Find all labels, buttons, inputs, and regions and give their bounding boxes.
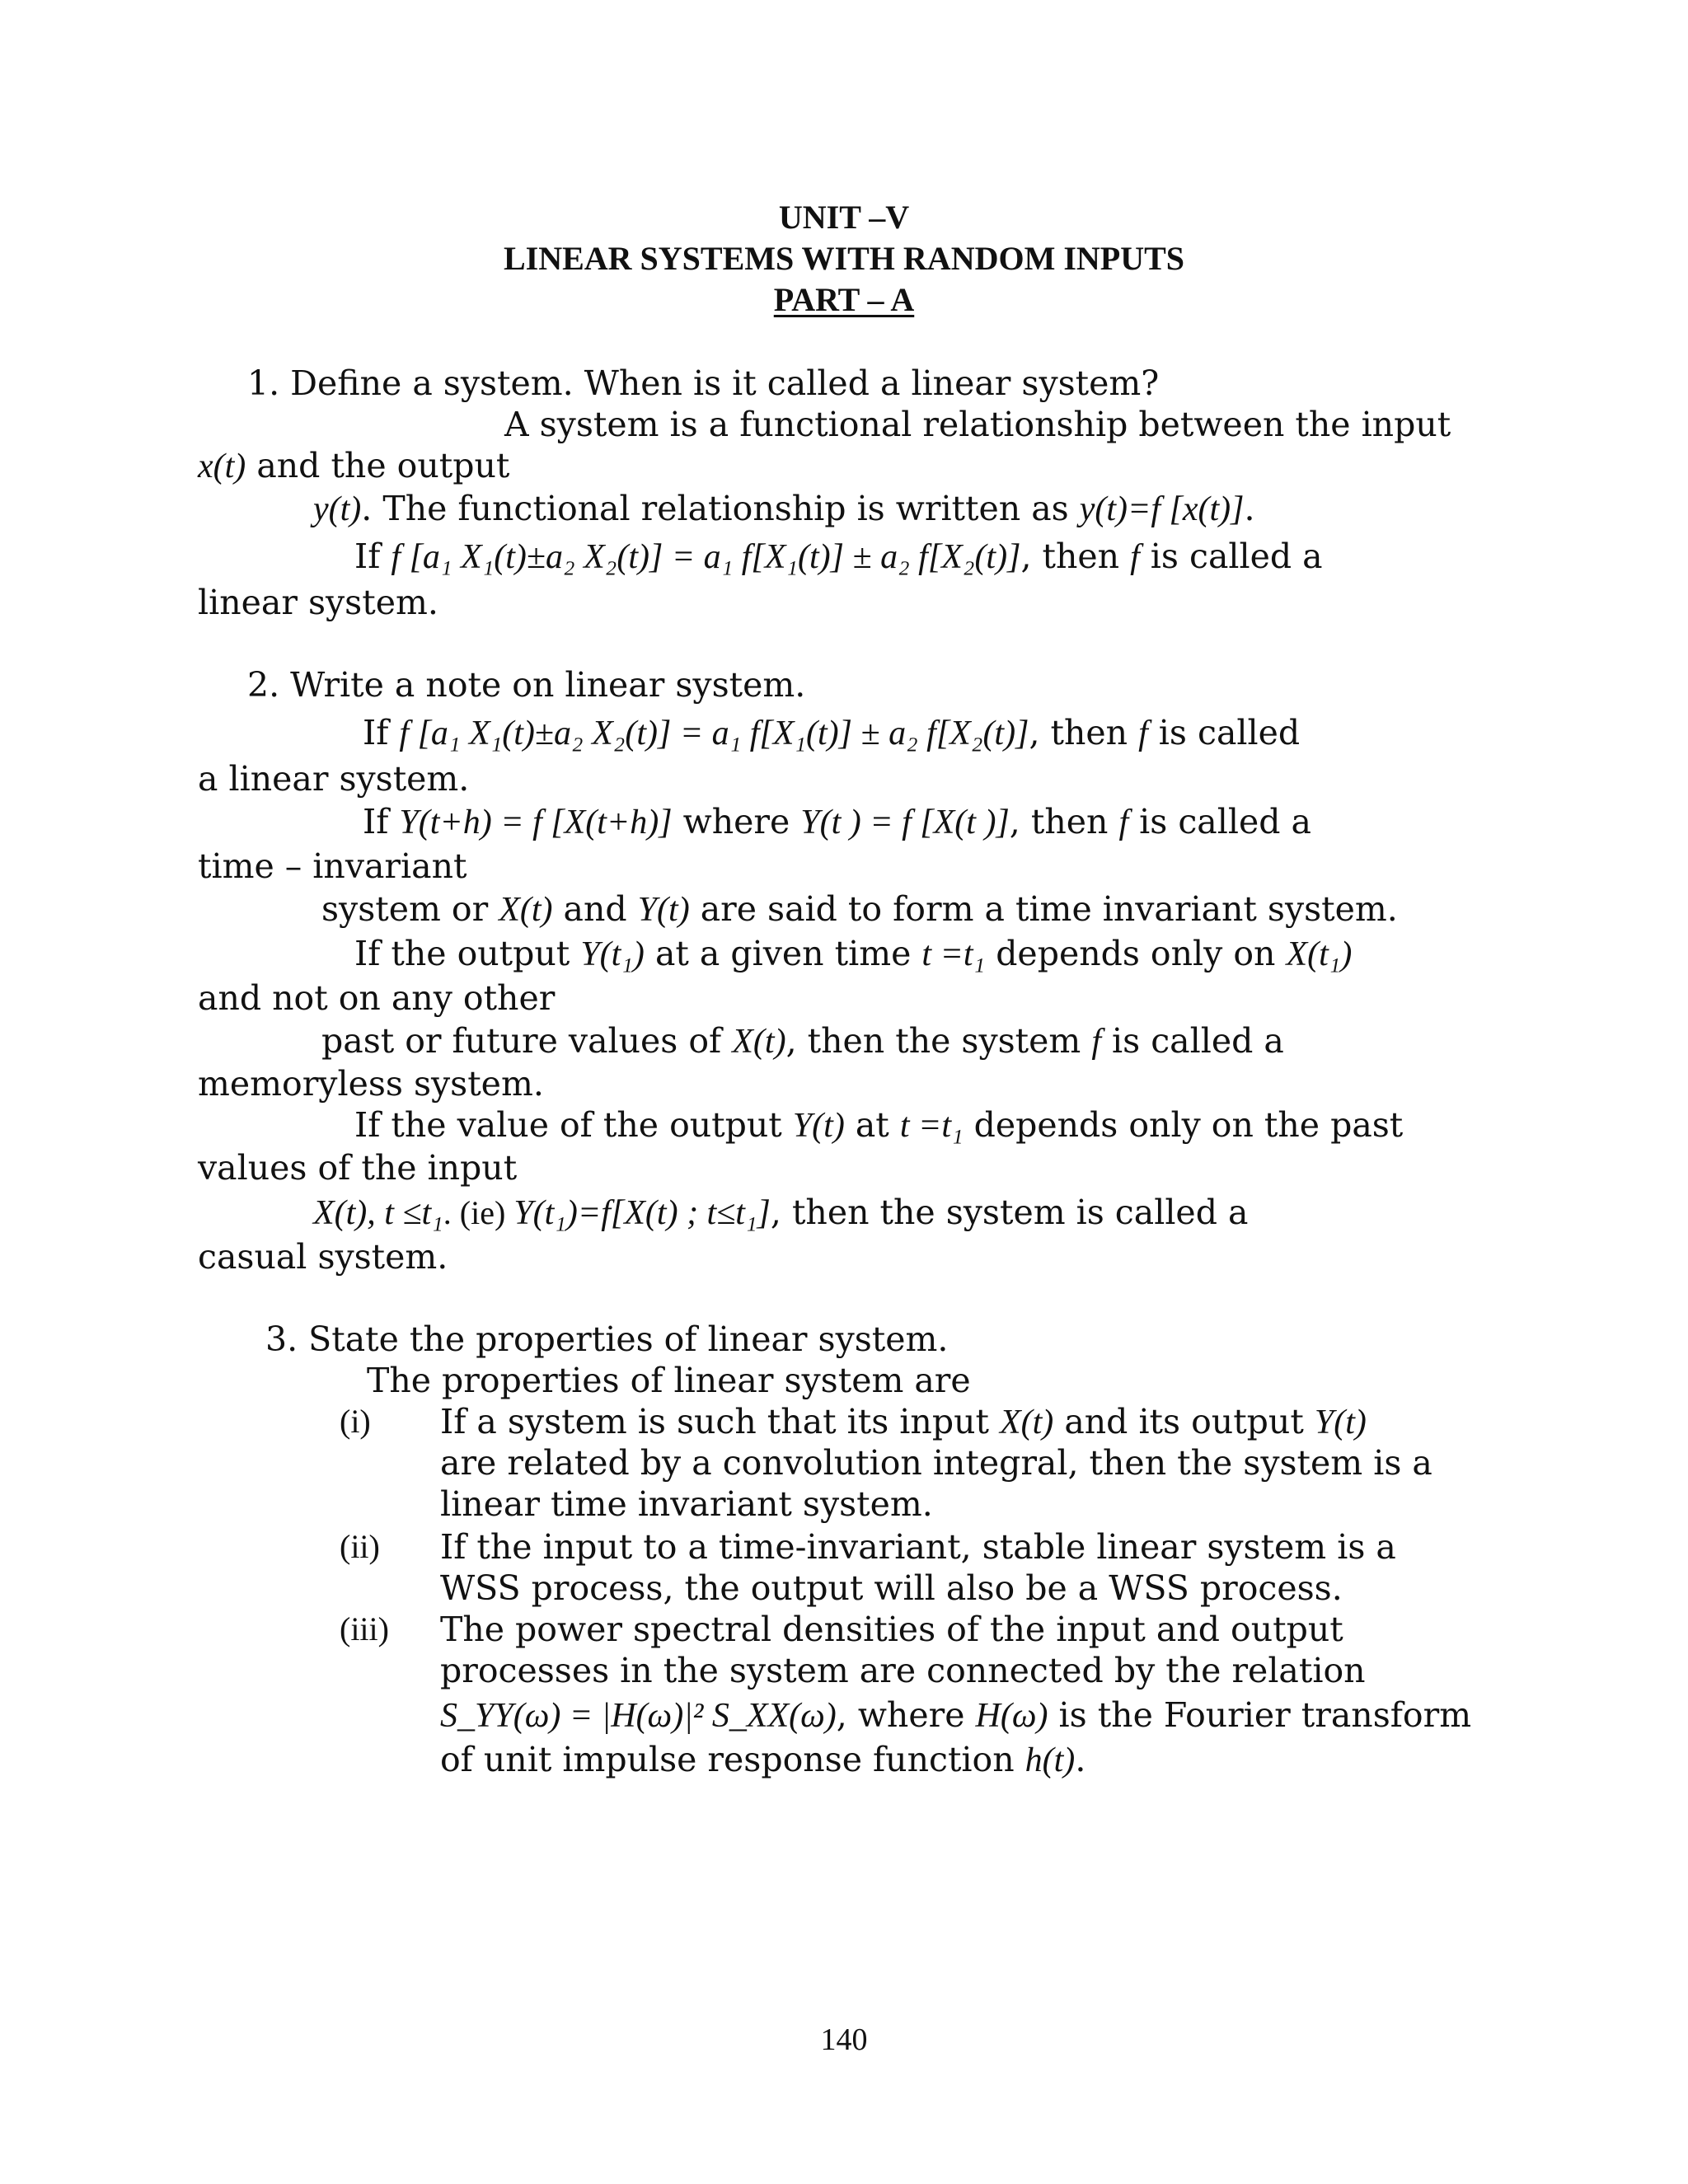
property-number: (ii) bbox=[340, 1528, 380, 1565]
math-expression: y(t) bbox=[313, 490, 362, 528]
question-1-title: 1. Define a system. When is it called a linear system? bbox=[247, 363, 1160, 403]
text-run: is called bbox=[1147, 713, 1301, 752]
text-run: , then bbox=[1009, 802, 1119, 841]
property-number: (iii) bbox=[340, 1610, 389, 1647]
math-expression: Y(t ) = f [X(t )] bbox=[800, 804, 1010, 841]
text-run: depends only on bbox=[985, 934, 1287, 973]
property-line: The power spectral densities of the input and output bbox=[440, 1610, 1343, 1649]
property-line bbox=[440, 1401, 1367, 1443]
page-number: 140 bbox=[820, 2022, 868, 2057]
text-run: If the output bbox=[354, 934, 581, 973]
math-expression: x(t) bbox=[198, 448, 246, 485]
text-run: past or future values of bbox=[321, 1021, 733, 1061]
text-run: If the value of the output bbox=[354, 1105, 793, 1145]
text-run: and its output bbox=[1053, 1402, 1315, 1441]
math-expression: X(t) bbox=[999, 1404, 1054, 1441]
q2-line: time – invariant bbox=[198, 846, 467, 886]
math-expression: f bbox=[1130, 538, 1140, 576]
math-expression: t =t₁ bbox=[899, 1107, 964, 1145]
text-run: , then bbox=[1029, 713, 1139, 752]
math-expression: X(t₁) bbox=[1286, 935, 1353, 973]
text-run: where bbox=[672, 802, 801, 841]
math-expression: X(t) bbox=[732, 1023, 786, 1061]
text-run: , then bbox=[1020, 537, 1131, 576]
text-run: , then the system is called a bbox=[770, 1193, 1249, 1232]
math-expression: h(t) bbox=[1025, 1741, 1076, 1779]
text-run: . (ie) bbox=[443, 1194, 514, 1231]
q1-line bbox=[354, 536, 1323, 578]
psd-relation: S_YY(ω) = |H(ω)|² S_XX(ω) bbox=[440, 1697, 837, 1735]
q1-line bbox=[198, 445, 509, 487]
property-line: linear time invariant system. bbox=[440, 1484, 933, 1524]
math-expression: y(t)=f [x(t)] bbox=[1079, 490, 1245, 528]
math-expression: f bbox=[1118, 804, 1129, 841]
text-run: is called a bbox=[1139, 537, 1323, 576]
q1-line: A system is a functional relationship between the input bbox=[504, 405, 1451, 444]
q3-intro: The properties of linear system are bbox=[367, 1361, 971, 1400]
linearity-equation: f [a₁ X₁(t)±a₂ X₂(t)] = a₁ f[X₁(t)] ± a₂ f[X₂(t)] bbox=[391, 538, 1021, 576]
math-expression: Y(t) bbox=[637, 891, 690, 929]
text-run: system or bbox=[321, 889, 499, 929]
text-run: . The functional relationship is written as bbox=[361, 489, 1080, 528]
math-expression: X(t) bbox=[499, 891, 553, 929]
q2-line: values of the input bbox=[198, 1148, 518, 1188]
q2-line bbox=[363, 801, 1311, 843]
math-expression: Y(t) bbox=[792, 1107, 845, 1145]
text-run: and bbox=[552, 889, 638, 929]
q1-line: linear system. bbox=[198, 583, 438, 622]
linearity-equation: f [a₁ X₁(t)±a₂ X₂(t)] = a₁ f[X₁(t)] ± a₂ f[X₂(t)] bbox=[399, 715, 1029, 752]
text-run: . bbox=[1244, 489, 1255, 528]
math-expression: t =t₁ bbox=[921, 935, 986, 973]
text-run: and the output bbox=[246, 446, 510, 485]
text-run: of unit impulse response function bbox=[440, 1740, 1025, 1779]
math-expression: f bbox=[1138, 715, 1148, 752]
math-expression: Y(t+h) = f [X(t+h)] bbox=[399, 804, 673, 841]
q2-line: a linear system. bbox=[198, 759, 470, 799]
q2-line: casual system. bbox=[198, 1237, 448, 1277]
property-line bbox=[440, 1739, 1085, 1781]
text-run: at a given time bbox=[644, 934, 922, 973]
q2-line bbox=[363, 712, 1300, 754]
q2-line: and not on any other bbox=[198, 978, 556, 1018]
property-line bbox=[440, 1694, 1471, 1736]
math-expression: f bbox=[1091, 1023, 1101, 1061]
unit-heading: UNIT –V bbox=[778, 199, 910, 236]
text-run: depends only on the past bbox=[963, 1105, 1404, 1145]
text-run: If a system is such that its input bbox=[440, 1402, 1000, 1441]
property-number: (i) bbox=[340, 1403, 371, 1440]
part-heading: PART – A bbox=[773, 281, 915, 318]
math-expression: X(t), t ≤t₁ bbox=[313, 1194, 443, 1232]
text-run: , then the system bbox=[785, 1021, 1092, 1061]
text-run: If bbox=[363, 713, 400, 752]
math-expression: Y(t) bbox=[1314, 1404, 1367, 1441]
question-3-title: 3. State the properties of linear system. bbox=[265, 1319, 949, 1359]
text-run: are said to form a time invariant system. bbox=[689, 889, 1398, 929]
question-2-title: 2. Write a note on linear system. bbox=[247, 665, 806, 705]
property-line: If the input to a time-invariant, stable linear system is a bbox=[440, 1527, 1396, 1567]
q2-line bbox=[354, 1104, 1403, 1146]
math-expression: H(ω) bbox=[975, 1697, 1048, 1735]
text-run: , where bbox=[836, 1695, 976, 1735]
text-run: at bbox=[844, 1105, 900, 1145]
text-run: . bbox=[1075, 1740, 1086, 1779]
q2-line bbox=[354, 933, 1352, 975]
q2-line bbox=[321, 1020, 1284, 1062]
property-line: processes in the system are connected by the relation bbox=[440, 1651, 1366, 1690]
property-line: WSS process, the output will also be a WSS process. bbox=[440, 1568, 1343, 1608]
text-run: is the Fourier transform bbox=[1048, 1695, 1472, 1735]
q2-line: memoryless system. bbox=[198, 1064, 544, 1104]
text-run: If bbox=[354, 537, 392, 576]
property-line: are related by a convolution integral, then the system is a bbox=[440, 1443, 1432, 1483]
q1-line bbox=[313, 488, 1255, 530]
text-run: is called a bbox=[1100, 1021, 1284, 1061]
text-run: If bbox=[363, 802, 400, 841]
text-run: is called a bbox=[1128, 802, 1311, 841]
causality-equation: Y(t₁)=f[X(t) ; t≤t₁] bbox=[513, 1194, 771, 1232]
math-expression: Y(t₁) bbox=[580, 935, 645, 973]
q2-line bbox=[313, 1192, 1248, 1234]
q2-line bbox=[321, 888, 1398, 930]
chapter-title: LINEAR SYSTEMS WITH RANDOM INPUTS bbox=[503, 240, 1185, 277]
